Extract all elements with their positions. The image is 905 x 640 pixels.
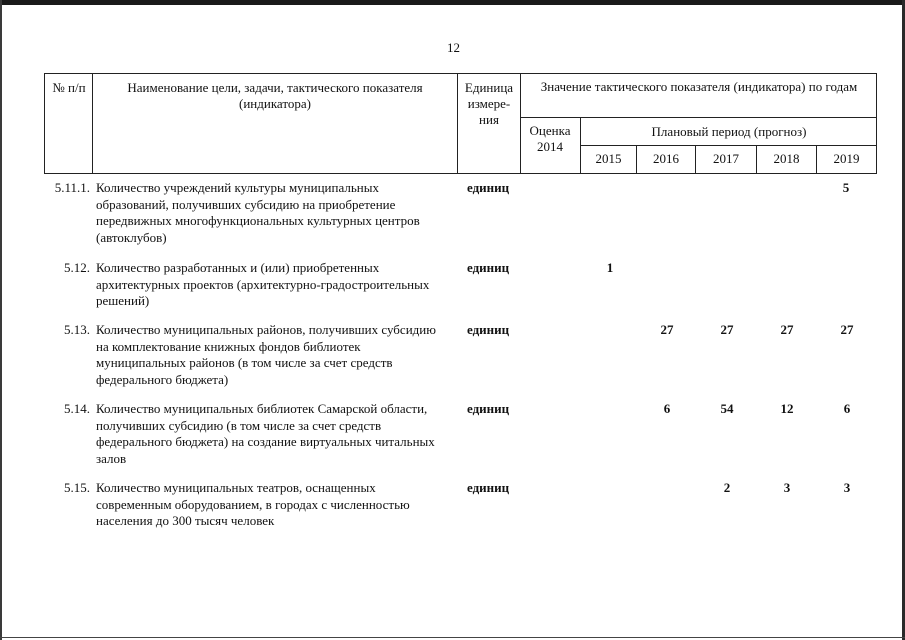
row-unit: единиц (467, 180, 510, 195)
row-name: Количество разработанных и (или) приобретенных архитектурных проектов (архитектурно-градостроительных решений) (96, 260, 430, 308)
header-year: 2019 (833, 151, 860, 166)
value-2018: 3 (783, 480, 791, 495)
header-no: № п/п (52, 80, 86, 95)
header-year: 2015 (595, 151, 622, 166)
row-unit: единиц (467, 322, 510, 337)
header-unit: Единица измере-ния (464, 80, 514, 127)
row-number: 5.11.1. (54, 180, 90, 195)
value-2017: 2 (723, 480, 731, 495)
row-divider (520, 117, 877, 118)
value-2016: 6 (663, 401, 671, 416)
header-year: 2017 (713, 151, 739, 166)
row-unit: единиц (467, 401, 510, 416)
row-unit: единиц (467, 260, 510, 275)
row-number: 5.14. (64, 401, 90, 416)
header-estimate: Оценка 2014 (529, 123, 571, 154)
page-number: 12 (447, 40, 460, 55)
row-name: Количество учреждений культуры муниципальных образований, получивших субсидию на приобретение передвижных многофункциональных культурных центров (автоклубов) (96, 180, 420, 245)
row-number: 5.13. (64, 322, 90, 337)
value-2019: 3 (843, 480, 851, 495)
col-divider (92, 74, 93, 174)
scan-top-border (0, 0, 905, 5)
value-2015: 1 (606, 260, 614, 275)
row-number: 5.12. (64, 260, 90, 275)
value-2018: 12 (780, 401, 794, 416)
value-2019: 27 (840, 322, 854, 337)
row-unit: единиц (467, 480, 510, 495)
value-2019: 5 (842, 180, 850, 195)
header-year: 2018 (773, 151, 800, 166)
header-year: 2016 (653, 151, 679, 166)
table-header (44, 73, 877, 174)
row-name: Количество муниципальных театров, оснащенных современным оборудованием, в городах с численностью населения до 300 тысяч человек (96, 480, 410, 528)
scan-left-border (0, 0, 2, 640)
header-values-title: Значение тактического показателя (индикатора) по годам (540, 79, 858, 94)
row-number: 5.15. (64, 480, 90, 495)
scan-bottom-border (0, 637, 905, 638)
row-name: Количество муниципальных библиотек Самарской области, получивших субсидию (в том числе за счет средств федерального бюджета) на создание виртуальных читальных залов (96, 401, 435, 466)
row-name: Количество муниципальных районов, получивших субсидию на комплектование книжных фондов библиотек муниципальных районов (в том числе за счет средств федерального бюджета) (96, 322, 436, 387)
value-2019: 6 (843, 401, 851, 416)
header-plan: Плановый период (прогноз) (651, 124, 807, 139)
col-divider (457, 74, 458, 174)
header-name: Наименование цели, задачи, тактического показателя (индикатора) (127, 80, 423, 111)
value-2017: 54 (720, 401, 734, 416)
row-divider (580, 145, 877, 146)
value-2017: 27 (720, 322, 734, 337)
value-2016: 27 (660, 322, 674, 337)
value-2018: 27 (780, 322, 794, 337)
